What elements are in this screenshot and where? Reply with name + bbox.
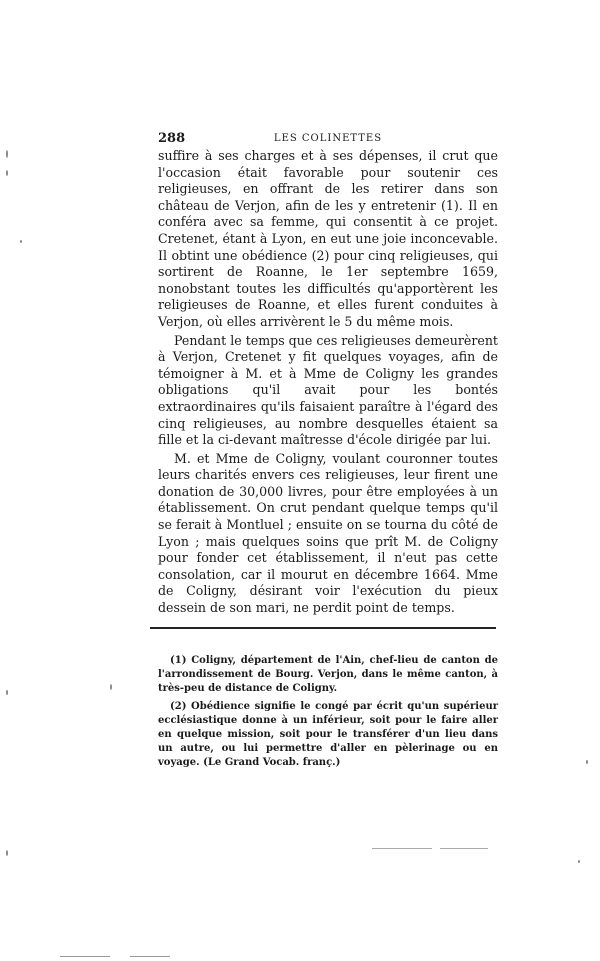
page-header	[158, 131, 498, 147]
footnote-divider	[150, 627, 496, 629]
footnote: (2) Obédience signifie le congé par écrit qu'un supérieur ecclésiastique donne à un inférieur, soit pour le faire aller en quelque mission, soit pour le transférer d'un lieu dans un autre, ou lui permettre d'aller en pèlerinage ou en voyage. (Le Grand Vocab. franç.)	[158, 700, 498, 769]
paragraph: M. et Mme de Coligny, voulant couronner toutes leurs charités envers ces religieuses, leur firent une donation de 30,000 livres, pour être employées à un établissement. On crut pendant quelque temps qu'il se ferait à Montluel ; ensuite on se tourna du côté de Lyon ; mais quelques soins que prît M. de Coligny pour fonder cet établissement, il n'eut pas cette consolation, car il mourut en décembre 1664. Mme de Coligny, désirant voir l'exécution du pieux dessein de son mari, ne perdit point de temps.	[158, 450, 498, 616]
page-number: 288	[158, 131, 186, 146]
paragraph-continuation: suffire à ses charges et à ses dépenses, il crut que l'occasion était favorable pour soutenir ces religieuses, en offrant de les retirer dans son château de Verjon, afin de les y entretenir (1). Il en conféra avec sa femme, qui consentit à ce projet. Cretenet, étant à Lyon, en eut une joie inconcevable. Il obtint une obédience (2) pour cinq religieuses, qui sortirent de Roanne, le 1er septembre 1659, nonobstant toutes les difficultés qu'apportèrent les religieuses de Roanne, et elles furent conduites à Verjon, où elles arrivèrent le 5 du même mois.	[158, 148, 498, 329]
running-head: LES COLINETTES	[273, 133, 383, 144]
main-text	[158, 148, 498, 619]
paragraph: Pendant le temps que ces religieuses demeurèrent à Verjon, Cretenet y fit quelques voyages, afin de témoigner à M. et à Mme de Coligny les grandes obligations qu'il avait pour les bontés extraordinaires qu'ils faisaient paraître à l'égard des cinq religieuses, au nombre desquelles étaient sa fille et la ci-devant maîtresse d'école dirigée par lui.	[158, 332, 498, 448]
footnote: (1) Coligny, département de l'Ain, chef-lieu de canton de l'arrondissement de Bourg. Verjon, dans le même canton, à très-peu de distance de Coligny.	[158, 655, 498, 695]
footnotes	[158, 654, 498, 774]
